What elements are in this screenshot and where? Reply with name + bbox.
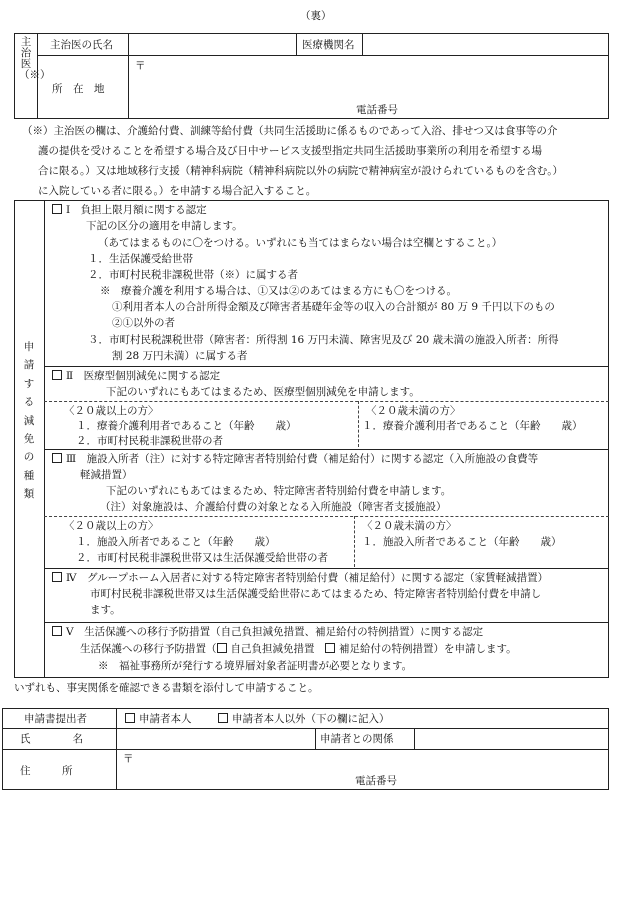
section-1-checkbox[interactable] xyxy=(52,204,62,214)
submitter-postal-mark: 〒 xyxy=(123,753,134,765)
submitter-name-field[interactable] xyxy=(118,730,313,747)
section-2-left-option[interactable]: ２．市町村民税非課税世帯の者 xyxy=(76,435,223,447)
physician-address-field[interactable] xyxy=(148,57,607,97)
section-2-right-head: 〈２０歳未満の方〉 xyxy=(366,405,461,417)
submitter-name-label: 氏 名 xyxy=(20,733,83,745)
submitter-self-checkbox[interactable] xyxy=(125,713,135,723)
submitter-label: 申請書提出者 xyxy=(24,713,87,725)
supplementary-benefit-checkbox[interactable] xyxy=(325,643,335,653)
section-1-text: 下記の区分の適用を申請します。 xyxy=(86,220,243,232)
submitter-option-other[interactable]: 申請者本人以外（下の欄に記入） xyxy=(218,712,390,726)
page-side-label: （裏） xyxy=(300,10,332,22)
section-4-text: ます。 xyxy=(90,604,121,616)
section-5-checkbox[interactable] xyxy=(52,626,62,636)
section-4-text: 市町村民税非課税世帯又は生活保護受給世帯にあてはまるため、特定障害者特別給付費を申請し xyxy=(90,588,542,600)
submitter-address-field[interactable] xyxy=(136,751,607,771)
section-3-checkbox[interactable] xyxy=(52,453,62,463)
section-2-checkbox[interactable] xyxy=(52,370,62,380)
section-3-text: 下記のいずれにもあてはまるため、特定障害者特別給付費を申請します。 xyxy=(106,485,452,497)
institution-field[interactable] xyxy=(364,35,607,53)
physician-postal-mark: 〒 xyxy=(135,60,146,72)
section-3-left-head: 〈２０歳以上の方〉 xyxy=(64,520,159,532)
physician-phone-field[interactable] xyxy=(410,100,605,117)
section-2-left-head: 〈２０歳以上の方〉 xyxy=(64,405,159,417)
section-1-text: （あてはまるものに〇をつける。いずれにも当てはまらない場合は空欄とすること。） xyxy=(98,237,503,249)
relation-field[interactable] xyxy=(416,730,607,747)
section-1-option[interactable]: ２．市町村民税非課税世帯（※）に属する者 xyxy=(88,269,298,281)
physician-note-line: 合に限る。）又は地域移行支援（精神科病院（精神科病院以外の病院で精神病室が設けられているものを含む。） xyxy=(38,165,563,177)
section-4-checkbox[interactable] xyxy=(52,572,62,582)
section-2-right-option[interactable]: １．療養介護利用者であること（年齢 歳） xyxy=(362,420,583,432)
section-2-left-option[interactable]: １．療養介護利用者であること（年齢 歳） xyxy=(76,420,297,432)
section-1-title[interactable]: Ⅰ 負担上限月額に関する認定 xyxy=(52,203,207,217)
attachment-note: いずれも、事実関係を確認できる書類を添付して申請すること。 xyxy=(14,682,319,694)
section-3-title-cont: 軽減措置） xyxy=(80,469,133,481)
physician-address-label: 所 在 地 xyxy=(52,83,105,95)
section-1-text: 割 28 万円未満）に属する者 xyxy=(112,350,248,362)
section-3-left-option[interactable]: ２．市町村民税非課税世帯又は生活保護受給世帯の者 xyxy=(76,552,328,564)
section-5-title[interactable]: Ⅴ 生活保護への移行予防措置（自己負担減免措置、補足給付の特例措置）に関する認定 xyxy=(52,625,483,639)
submitter-other-checkbox[interactable] xyxy=(218,713,228,723)
physician-note-line: 護の提供を受けることを希望する場合及び日中サービス支援型指定共同生活援助事業所の利用を希望する場 xyxy=(38,145,542,157)
submitter-phone-field[interactable] xyxy=(408,772,607,788)
section-5-options: 生活保護への移行予防措置（ 自己負担減免措置 補足給付の特例措置）を申請します。 xyxy=(80,643,517,655)
section-3-right-option[interactable]: １．施設入所者であること（年齢 歳） xyxy=(362,536,562,548)
section-2-text: 下記のいずれにもあてはまるため、医療型個別減免を申請します。 xyxy=(106,386,420,398)
section-2-title[interactable]: Ⅱ 医療型個別減免に関する認定 xyxy=(52,369,220,383)
institution-label: 医療機関名 xyxy=(302,39,355,51)
section-1-option[interactable]: ②①以外の者 xyxy=(112,317,175,329)
submitter-option-self[interactable]: 申請者本人 xyxy=(125,712,192,726)
submitter-address-label: 住 所 xyxy=(20,765,73,777)
section-1-option[interactable]: ３．市町村民税課税世帯（障害者：所得割 16 万円未満、障害児及び 20 歳未満の施設入所者：所得 xyxy=(88,334,559,346)
section-3-title[interactable]: Ⅲ 施設入所者（注）に対する特定障害者特別給付費（補足給付）に関する認定（入所施設の食費等 xyxy=(52,452,538,466)
submitter-phone-label: 電話番号 xyxy=(355,775,397,787)
section-1-option[interactable]: １．生活保護受給世帯 xyxy=(88,253,193,265)
physician-side-label: 主治医（※） xyxy=(19,36,51,82)
section-1-option[interactable]: ①利用者本人の合計所得金額及び障害者基礎年金等の収入の合計額が 80 万 9 千円以下のもの xyxy=(112,301,555,313)
section-5-note: ※ 福祉事務所が発行する境界層対象者証明書が必要となります。 xyxy=(98,660,413,672)
physician-name-label: 主治医の氏名 xyxy=(50,39,113,51)
relation-label: 申請者との関係 xyxy=(320,733,394,745)
section-3-note: （注）対象施設は、介護給付費の対象となる入所施設（障害者支援施設） xyxy=(100,501,447,513)
section-4-title[interactable]: Ⅳ グループホーム入居者に対する特定障害者特別給付費（補足給付）に関する認定（家賃軽減措置） xyxy=(52,571,548,585)
physician-note-line: に入院している者に限る。）を申請する場合記入すること。 xyxy=(38,185,317,197)
section-1-note: ※ 療養介護を利用する場合は、①又は②のあてはまる方にも〇をつける。 xyxy=(100,285,457,297)
reduction-side-label: 申請する減免の種類 xyxy=(23,341,35,500)
section-3-right-head: 〈２０歳未満の方〉 xyxy=(362,520,457,532)
physician-phone-label: 電話番号 xyxy=(356,104,398,116)
self-pay-reduction-checkbox[interactable] xyxy=(217,643,227,653)
physician-name-field[interactable] xyxy=(130,35,294,53)
physician-note-line: （※）主治医の欄は、介護給付費、訓練等給付費（共同生活援助に係るものであって入浴、排せつ又は食事等の介 xyxy=(22,125,558,137)
section-3-left-option[interactable]: １．施設入所者であること（年齢 歳） xyxy=(76,536,276,548)
